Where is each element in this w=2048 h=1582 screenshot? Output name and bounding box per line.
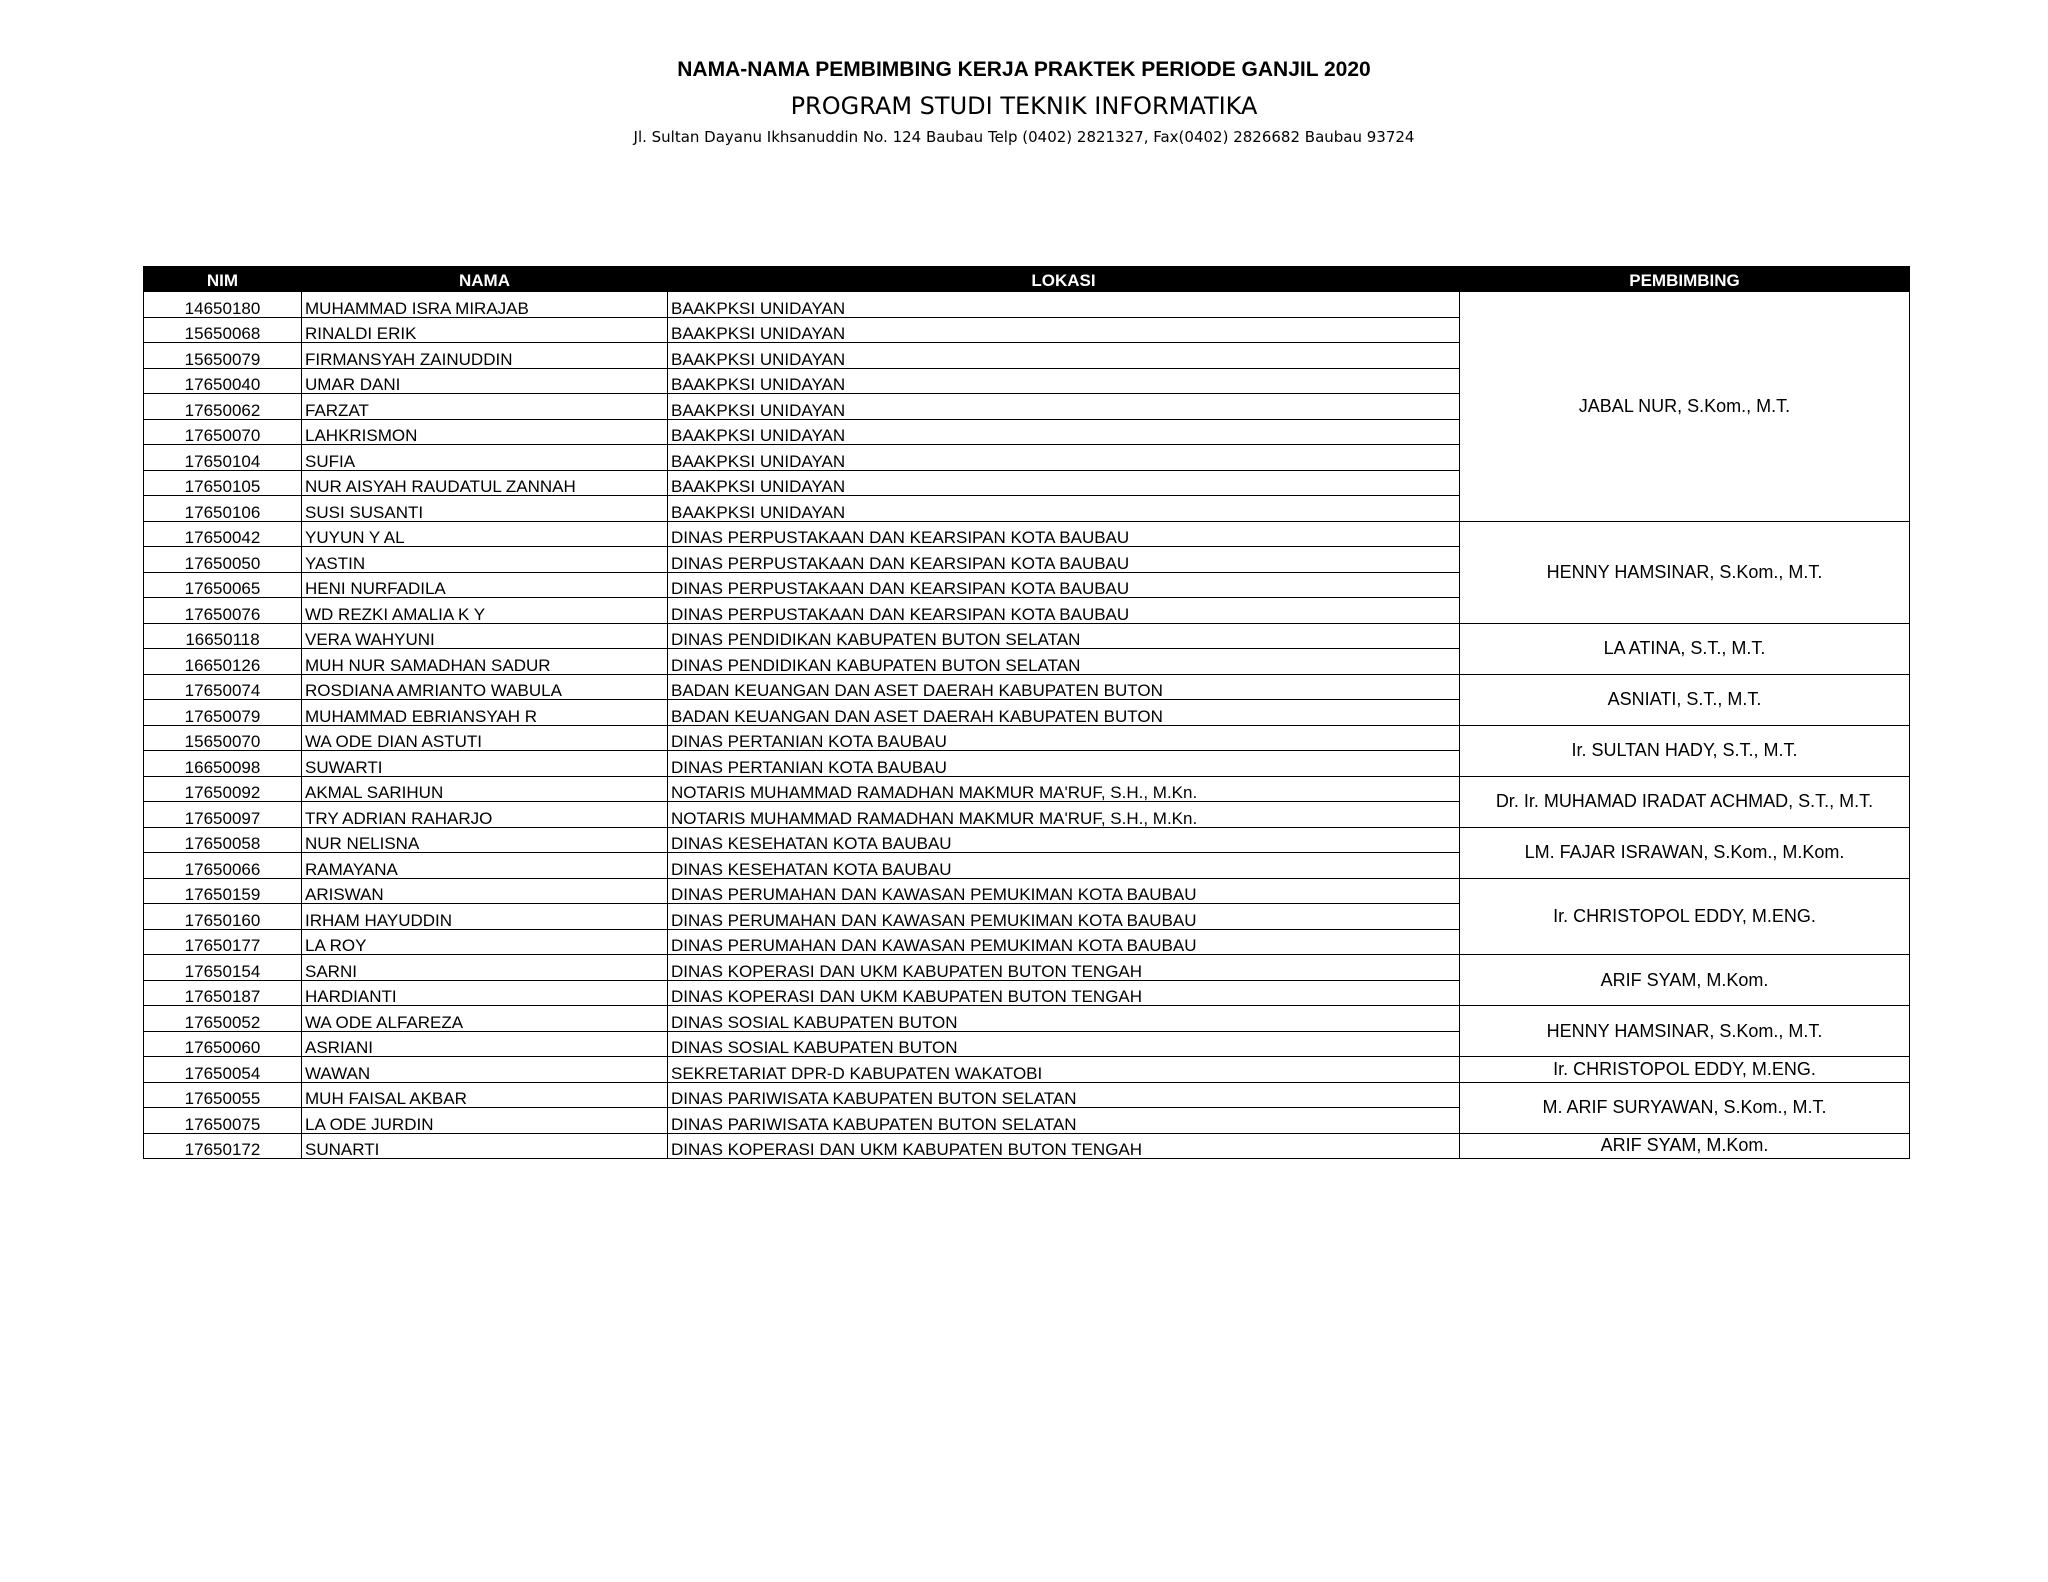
cell-lokasi: DINAS PARIWISATA KABUPATEN BUTON SELATAN (668, 1082, 1460, 1108)
cell-nama: ROSDIANA AMRIANTO WABULA (302, 674, 668, 700)
cell-nim: 17650065 (144, 572, 302, 598)
cell-nama: WAWAN (302, 1057, 668, 1083)
cell-nim: 17650055 (144, 1082, 302, 1108)
cell-lokasi: DINAS PERUMAHAN DAN KAWASAN PEMUKIMAN KOTA BAUBAU (668, 904, 1460, 930)
cell-nim: 17650040 (144, 368, 302, 394)
table-body (144, 292, 1910, 1159)
cell-nama: FARZAT (302, 394, 668, 420)
cell-lokasi: DINAS KOPERASI DAN UKM KABUPATEN BUTON TENGAH (668, 980, 1460, 1006)
cell-lokasi: SEKRETARIAT DPR-D KABUPATEN WAKATOBI (668, 1057, 1460, 1083)
cell-lokasi: DINAS PERUMAHAN DAN KAWASAN PEMUKIMAN KOTA BAUBAU (668, 929, 1460, 955)
cell-pembimbing: ASNIATI, S.T., M.T. (1460, 674, 1910, 725)
cell-nama: UMAR DANI (302, 368, 668, 394)
cell-nama: ARISWAN (302, 878, 668, 904)
cell-nim: 17650105 (144, 470, 302, 496)
cell-lokasi: BAAKPKSI UNIDAYAN (668, 470, 1460, 496)
cell-nim: 15650070 (144, 725, 302, 751)
cell-nim: 17650159 (144, 878, 302, 904)
table-row (144, 623, 1910, 649)
cell-pembimbing: HENNY HAMSINAR, S.Kom., M.T. (1460, 1006, 1910, 1057)
table-row (144, 955, 1910, 981)
header-lokasi: LOKASI (668, 267, 1460, 292)
cell-lokasi: BAAKPKSI UNIDAYAN (668, 394, 1460, 420)
cell-nim: 17650074 (144, 674, 302, 700)
cell-nama: SUWARTI (302, 751, 668, 777)
table-row (144, 521, 1910, 547)
cell-nim: 17650062 (144, 394, 302, 420)
header-nama: NAMA (302, 267, 668, 292)
cell-lokasi: DINAS KOPERASI DAN UKM KABUPATEN BUTON TENGAH (668, 1133, 1460, 1159)
cell-nim: 17650054 (144, 1057, 302, 1083)
table-row (144, 776, 1910, 802)
cell-lokasi: DINAS PERPUSTAKAAN DAN KEARSIPAN KOTA BAUBAU (668, 521, 1460, 547)
cell-pembimbing: HENNY HAMSINAR, S.Kom., M.T. (1460, 521, 1910, 623)
table-row (144, 1082, 1910, 1108)
cell-pembimbing: M. ARIF SURYAWAN, S.Kom., M.T. (1460, 1082, 1910, 1133)
cell-nim: 17650076 (144, 598, 302, 624)
cell-nim: 14650180 (144, 292, 302, 318)
cell-nim: 17650106 (144, 496, 302, 522)
cell-nama: ASRIANI (302, 1031, 668, 1057)
cell-nama: VERA WAHYUNI (302, 623, 668, 649)
table-row (144, 1133, 1910, 1159)
document-address: Jl. Sultan Dayanu Ikhsanuddin No. 124 Baubau Telp (0402) 2821327, Fax(0402) 2826682 Baubau 93724 (633, 128, 1415, 146)
cell-nim: 16650118 (144, 623, 302, 649)
cell-lokasi: BAAKPKSI UNIDAYAN (668, 419, 1460, 445)
cell-lokasi: BAAKPKSI UNIDAYAN (668, 368, 1460, 394)
cell-nama: MUH FAISAL AKBAR (302, 1082, 668, 1108)
cell-pembimbing: ARIF SYAM, M.Kom. (1460, 1133, 1910, 1159)
cell-pembimbing: LM. FAJAR ISRAWAN, S.Kom., M.Kom. (1460, 827, 1910, 878)
cell-lokasi: BAAKPKSI UNIDAYAN (668, 496, 1460, 522)
cell-pembimbing: JABAL NUR, S.Kom., M.T. (1460, 292, 1910, 522)
cell-nama: SUFIA (302, 445, 668, 471)
cell-nim: 17650070 (144, 419, 302, 445)
cell-nama: WA ODE ALFAREZA (302, 1006, 668, 1032)
cell-lokasi: BAAKPKSI UNIDAYAN (668, 317, 1460, 343)
table-row (144, 725, 1910, 751)
cell-lokasi: BAAKPKSI UNIDAYAN (668, 343, 1460, 369)
cell-lokasi: DINAS SOSIAL KABUPATEN BUTON (668, 1006, 1460, 1032)
cell-nama: RINALDI ERIK (302, 317, 668, 343)
cell-lokasi: DINAS KESEHATAN KOTA BAUBAU (668, 853, 1460, 879)
header-pembimbing: PEMBIMBING (1460, 267, 1910, 292)
cell-nama: LAHKRISMON (302, 419, 668, 445)
cell-nim: 17650079 (144, 700, 302, 726)
table-row (144, 292, 1910, 318)
cell-nim: 16650126 (144, 649, 302, 675)
cell-nim: 15650068 (144, 317, 302, 343)
cell-nama: MUH NUR SAMADHAN SADUR (302, 649, 668, 675)
cell-nama: NUR NELISNA (302, 827, 668, 853)
cell-nim: 17650187 (144, 980, 302, 1006)
cell-lokasi: DINAS PERTANIAN KOTA BAUBAU (668, 751, 1460, 777)
table-row (144, 878, 1910, 904)
cell-lokasi: DINAS PERPUSTAKAAN DAN KEARSIPAN KOTA BAUBAU (668, 547, 1460, 573)
cell-nim: 17650058 (144, 827, 302, 853)
cell-nim: 17650097 (144, 802, 302, 828)
cell-nim: 17650042 (144, 521, 302, 547)
cell-lokasi: BAAKPKSI UNIDAYAN (668, 292, 1460, 318)
cell-nim: 17650172 (144, 1133, 302, 1159)
cell-pembimbing: Ir. SULTAN HADY, S.T., M.T. (1460, 725, 1910, 776)
cell-lokasi: DINAS PENDIDIKAN KABUPATEN BUTON SELATAN (668, 623, 1460, 649)
cell-nama: SUSI SUSANTI (302, 496, 668, 522)
cell-lokasi: DINAS KOPERASI DAN UKM KABUPATEN BUTON TENGAH (668, 955, 1460, 981)
cell-nama: HENI NURFADILA (302, 572, 668, 598)
cell-nama: WD REZKI AMALIA K Y (302, 598, 668, 624)
header-nim: NIM (144, 267, 302, 292)
cell-nama: RAMAYANA (302, 853, 668, 879)
cell-pembimbing: ARIF SYAM, M.Kom. (1460, 955, 1910, 1006)
pembimbing-table (143, 266, 1910, 1159)
cell-nama: WA ODE DIAN ASTUTI (302, 725, 668, 751)
cell-lokasi: BADAN KEUANGAN DAN ASET DAERAH KABUPATEN BUTON (668, 700, 1460, 726)
cell-lokasi: DINAS PERPUSTAKAAN DAN KEARSIPAN KOTA BAUBAU (668, 598, 1460, 624)
cell-lokasi: BAAKPKSI UNIDAYAN (668, 445, 1460, 471)
cell-pembimbing: Ir. CHRISTOPOL EDDY, M.ENG. (1460, 878, 1910, 955)
cell-nama: SARNI (302, 955, 668, 981)
table-row (144, 827, 1910, 853)
cell-lokasi: BADAN KEUANGAN DAN ASET DAERAH KABUPATEN BUTON (668, 674, 1460, 700)
cell-nama: FIRMANSYAH ZAINUDDIN (302, 343, 668, 369)
cell-nama: IRHAM HAYUDDIN (302, 904, 668, 930)
cell-nim: 17650060 (144, 1031, 302, 1057)
cell-pembimbing: Ir. CHRISTOPOL EDDY, M.ENG. (1460, 1057, 1910, 1083)
cell-nim: 17650104 (144, 445, 302, 471)
cell-lokasi: DINAS SOSIAL KABUPATEN BUTON (668, 1031, 1460, 1057)
cell-lokasi: DINAS PERTANIAN KOTA BAUBAU (668, 725, 1460, 751)
cell-nama: SUNARTI (302, 1133, 668, 1159)
cell-nim: 17650177 (144, 929, 302, 955)
cell-nama: LA ODE JURDIN (302, 1108, 668, 1134)
cell-nim: 17650066 (144, 853, 302, 879)
cell-lokasi: DINAS PERPUSTAKAAN DAN KEARSIPAN KOTA BAUBAU (668, 572, 1460, 598)
table-row (144, 1006, 1910, 1032)
cell-lokasi: NOTARIS MUHAMMAD RAMADHAN MAKMUR MA'RUF, S.H., M.Kn. (668, 776, 1460, 802)
cell-nama: YASTIN (302, 547, 668, 573)
cell-pembimbing: Dr. Ir. MUHAMAD IRADAT ACHMAD, S.T., M.T. (1460, 776, 1910, 827)
cell-lokasi: DINAS PARIWISATA KABUPATEN BUTON SELATAN (668, 1108, 1460, 1134)
table-row (144, 1057, 1910, 1083)
cell-nama: LA ROY (302, 929, 668, 955)
cell-lokasi: DINAS PERUMAHAN DAN KAWASAN PEMUKIMAN KOTA BAUBAU (668, 878, 1460, 904)
cell-nim: 17650075 (144, 1108, 302, 1134)
cell-lokasi: DINAS KESEHATAN KOTA BAUBAU (668, 827, 1460, 853)
cell-lokasi: NOTARIS MUHAMMAD RAMADHAN MAKMUR MA'RUF, S.H., M.Kn. (668, 802, 1460, 828)
cell-nama: AKMAL SARIHUN (302, 776, 668, 802)
cell-nama: MUHAMMAD EBRIANSYAH R (302, 700, 668, 726)
document-subtitle: PROGRAM STUDI TEKNIK INFORMATIKA (790, 92, 1258, 120)
cell-nama: NUR AISYAH RAUDATUL ZANNAH (302, 470, 668, 496)
cell-nama: MUHAMMAD ISRA MIRAJAB (302, 292, 668, 318)
cell-nama: TRY ADRIAN RAHARJO (302, 802, 668, 828)
cell-nim: 16650098 (144, 751, 302, 777)
cell-nim: 17650160 (144, 904, 302, 930)
cell-nim: 17650052 (144, 1006, 302, 1032)
cell-nim: 17650092 (144, 776, 302, 802)
table-header-row (144, 267, 1910, 292)
cell-lokasi: DINAS PENDIDIKAN KABUPATEN BUTON SELATAN (668, 649, 1460, 675)
document-title: NAMA-NAMA PEMBIMBING KERJA PRAKTEK PERIODE GANJIL 2020 (677, 58, 1371, 81)
cell-nim: 17650154 (144, 955, 302, 981)
cell-pembimbing: LA ATINA, S.T., M.T. (1460, 623, 1910, 674)
cell-nama: HARDIANTI (302, 980, 668, 1006)
cell-nama: YUYUN Y AL (302, 521, 668, 547)
table-row (144, 674, 1910, 700)
cell-nim: 15650079 (144, 343, 302, 369)
cell-nim: 17650050 (144, 547, 302, 573)
